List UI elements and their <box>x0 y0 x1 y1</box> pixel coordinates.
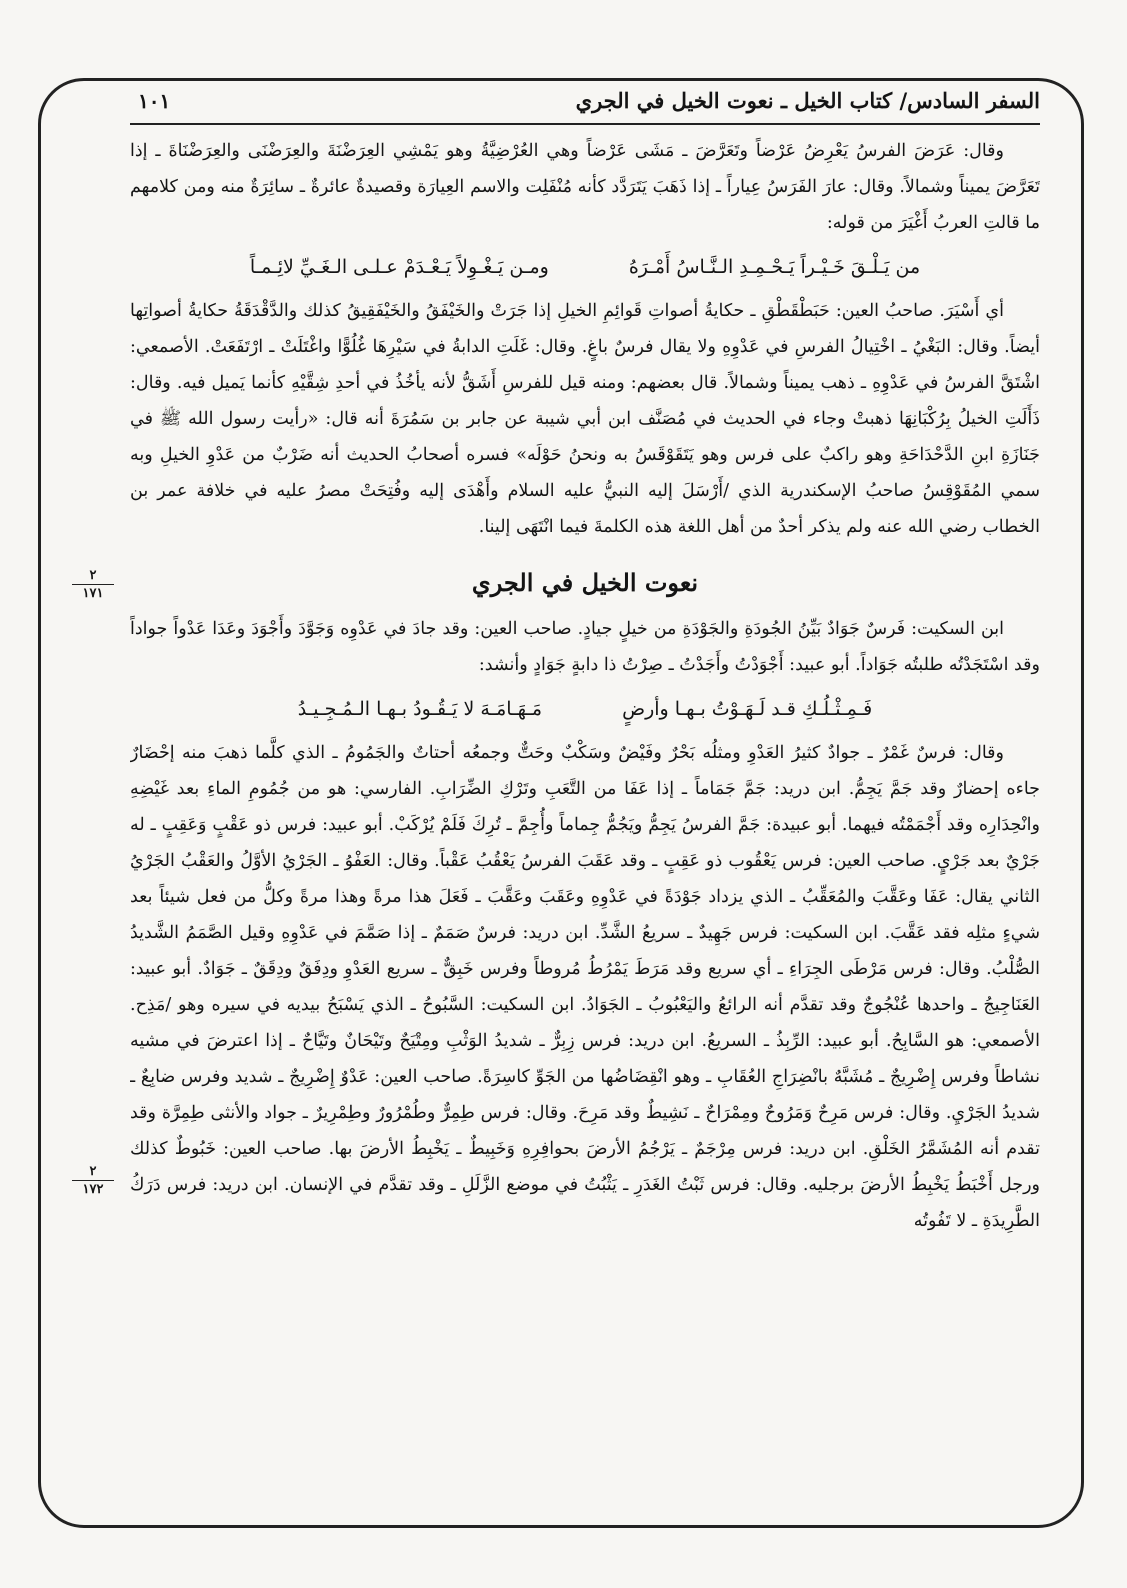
margin-note-1-page: ١٧١ <box>82 586 104 601</box>
page-body <box>130 133 1040 1503</box>
paragraph-1: وقال: عَرَضَ الفرسُ يَعْرِضُ عَرْضاً وتَعَرَّضَ ـ مَشَى عَرْضاً وهي العُرْضِيَّةُ وهو يَمْشِي العِرَضْنَةَ والعِرَضْنَى والعِرَضْنَاةَ ـ إذا تَعَرَّضَ يميناً وشمالاً. وقال: عارَ الفَرَسُ عِياراً ـ إذا ذَهَبَ يَتَرَدَّد كأنه مُنْفَلِت والاسم العِيارَة وقصيدةٌ عائرةٌ ـ سائِرَةٌ منه ومن كلامهم ما قالتِ العربُ أَغْيَرَ من قوله: <box>130 141 1040 233</box>
margin-note-2-volume: ٢ <box>72 1163 114 1181</box>
verse-2-hemistich-left: مَـهَـامَـهَ لا يَـقُـودُ بـهـا الـمُـجِـيـدُ <box>297 698 543 720</box>
paragraph-3: ابن السكيت: فَرسٌ جَوَادٌ بَيِّنُ الجُودَةِ والجَوْدَةِ من خيلٍ جيادٍ. صاحب العين: وقد جادَ في عَدْوِه وَجَوَّدَ وأَجْوَدَ وعَدَا عَدْواً جواداً وقد اسْتَجَدْتُه طلبتُه جَوَاداً. أبو عبيد: أَجْوَدْتُ وأَجَدْتُ ـ صِرْتُ ذا دابةٍ جَوَادٍ وأنشد: <box>130 619 1040 675</box>
verse-2-hemistich-right: فَـمِـثْـلُـكِ قـد لَـهَـوْتُ بـهـا وأرضٍ <box>622 698 873 720</box>
section-title: نعوت الخيل في الجري <box>471 568 699 597</box>
verse-2 <box>130 685 1040 733</box>
margin-note-2 <box>72 1163 114 1198</box>
verse-1-hemistich-left: ومـن يَـغْـوِلاً يَـعْـدَمْ عـلـى الـغَـيِّ لائِـمـاً <box>249 256 549 278</box>
verse-1 <box>130 243 1040 291</box>
page-number: ١٠١ <box>138 88 171 113</box>
margin-note-2-page: ١٧٢ <box>82 1182 104 1197</box>
header-title: السفر السادس/ كتاب الخيل ـ نعوت الخيل في الجري <box>575 88 1040 113</box>
margin-note-1 <box>72 567 114 602</box>
verse-1-hemistich-right: من يَـلْـقَ خَـيْـراً يَـحْـمِـدِ الـنَّـاسُ أَمْـرَهُ <box>628 256 921 278</box>
paragraph-4: وقال: فرسٌ غَمْرٌ ـ جوادٌ كثيرُ العَدْوِ ومثلُه بَحْرٌ وفَيْضٌ وسَكْبٌ وحَتٌّ وجمعُه أحتاتٌ والجَمُومُ ـ الذي كلَّما ذهبَ منه إحْضَارٌ جاءه إحضارٌ وقد جَمَّ يَجِمُّ. ابن دريد: جَمَّ جَمَاماً ـ إذا عَفَا من التَّعَبِ وتَرْكِ الضِّرَابِ. الفارسي: هو من جُمُومِ الماءِ بعد غَيْضِهِ وانْحِدَارِه وقد أَجْمَمْتُه فيهما. أبو عبيدة: جَمَّ الفرسُ يَجِمُّ ويَجُمُّ جِماماً وأُجِمَّ ـ تُرِكَ فَلَمْ يُرْكَبْ. أبو عبيد: فرس ذو عَقْبٍ وَعَقِبٍ ـ له جَرْيٌ بعد جَرْيٍ. صاحب العين: فرس يَعْقُوب ذو عَقِبٍ ـ وقد عَقَبَ الفرسُ يَعْقُبُ عَقْباً. وقال: العَفْوُ ـ الجَرْيُ الأوَّلُ والعَقْبُ الجَرْيُ الثاني يقال: عَفَا وعَقَّبَ والمُعَقِّبُ ـ الذي يزداد جَوْدَةً في عَدْوِهِ وعَقَبَ وعَقَّبَ ـ فَعَلَ هذا مرةً وهذا مرةً وكلُّ من فعل شيئاً بعد شيءٍ مثلِه فقد عَقَّبَ. ابن السكيت: فرس جَهِيدٌ ـ سريعُ الشَّدِّ. ابن دريد: فرسٌ صَمَمٌ ـ إذا صَمَّمَ في عَدْوِهِ وقيل الصَّمَمُ الشَّديدُ الصُّلْبُ. وقال: فرس مَرْطَى الجِرَاءِ ـ أي سريع وقد مَرَطَ يَمْرُطُ مُروطاً وفرس خَبِقٌّ ـ سريع العَدْوِ ودِفَقٌ ودِقَقٌ ـ جَوَادٌ. أبو عبيد: العَنَاجِيجُ ـ واحدها عُنْجُوجٌ وقد تقدَّم أنه الرائعُ واليَعْبُوبُ ـ الجَوَادُ. ابن السكيت: السَّبُوحُ ـ الذي يَسْبَحُ بيديه في سيره وهو /مَذِح. الأصمعي: هو السَّابِحُ. أبو عبيد: الرِّبِذُ ـ السريعُ. ابن دريد: فرس زِبِرٌّ ـ شديدُ الوَثْبِ ومِتْيَحٌ وتَيْحَانٌ وتَيَّاحٌ ـ إذا اعترضَ في مشيه نشاطاً وفرس إِضْرِيجٌ ـ مُشَبَّهٌ بانْضِرَاجِ العُقَابِ ـ وهو انْقِضَاضُها من الجَوِّ كاسِرَةً. صاحب العين: عَدْوٌ إِضْرِيجٌ ـ شديد وفرس ضابِعٌ ـ شديدُ الجَرْيِ. وقال: فرس مَرِحٌ وَمَرُوحٌ ومِمْرَاحٌ ـ نَشِيطٌ وقد مَرِحَ. وقال: فرس طِمِرٌّ وطُمْرُورٌ وطِمْرِيرٌ ـ جواد والأنثى طِمِرَّة وقد تقدم أنه المُشَمَّرُ الخَلْقِ. ابن دريد: فرس مِرْجَمٌ ـ يَرْجُمُ الأرضَ بحوافِرِهِ وَخَبِيطٌ ـ يَخْبِطُ الأرضَ بها. صاحب العين: خَبُوطٌ كذلك ورجل أَخْبَطُ يَخْبِطُ الأرضَ برجليه. وقال: فرس ثَبْتُ الغَدَرِ ـ يَثْبُتُ في موضع الزَّلَلِ ـ وقد تقدَّم في الإنسان. ابن دريد: فرس دَرَكُ الطَّرِيدَةِ ـ لا تَفُوتُه <box>130 743 1040 1231</box>
paragraph-2: أي أَسْيَرَ. صاحبُ العين: حَبَطْقَطْقِ ـ حكايةُ أصواتِ قَوائِمِ الخيلِ إذا جَرَتْ والخَيْفَقُ والخَيْفَقِيقُ كذلك والدَّقْدَقَةُ حكايةُ أصواتِها أيضاً. وقال: البَغْيُ ـ اخْتِيالُ الفرسِ في عَدْوِهِ ولا يقال فرسٌ باغٍ. وقال: غَلَتِ الدابةُ في سَيْرِهَا غُلُوًّا واغْتَلَتْ ـ ارْتَفَعَتْ. الأصمعي: اشْتَقَّ الفرسُ في عَدْوِهِ ـ ذهب يميناً وشمالاً. قال بعضهم: ومنه قيل للفرسِ أَشَقُّ لأنه يأخُذُ في أحدِ شِقَّيْهِ كأنما يَميل فيه. وقال: ذَأَلَتِ الخيلُ بِرُكْبَانِهَا ذهبتْ وجاء في الحديث في مُصَنَّف ابن أبي شيبة عن جابر بن سَمُرَةَ أنه قال: «رأيت رسول الله ﷺ في جَنَازَةِ ابنِ الدَّحْدَاحَةِ وهو راكبٌ على فرس وهو يَتَقَوْقَسُ به ونحنُ حَوْلَه» فسره أصحابُ الحديث أنه ضَرْبٌ من عَدْوِ الخيلِ وبه سمي المُقَوْقِسُ صاحبُ الإسكندرية الذي /أَرْسَلَ إليه النبيُّ عليه السلام وأَهْدَى إليه وفُتِحَتْ مصرُ عليه في خلافة عمر بن الخطاب رضي الله عنه ولم يذكر أحدٌ من أهل اللغة هذه الكلمةَ فيما انْتَهَى إلينا. <box>130 301 1040 537</box>
running-header <box>130 78 1040 125</box>
margin-note-1-volume: ٢ <box>72 567 114 585</box>
